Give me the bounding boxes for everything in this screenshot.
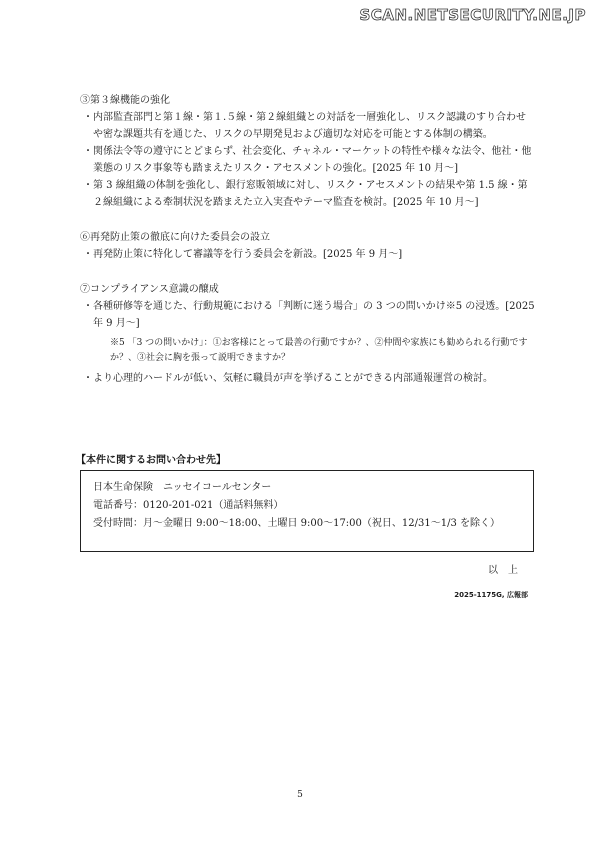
page-number: 5 — [297, 790, 303, 800]
footnote: ※5 「3 つの問いかけ」：①お客様にとって最善の行動ですか？、②仲間や家族にも勧められる行動ですか？、③社会に胸を張って説明できますか？ — [110, 338, 528, 363]
contact-line-name: 日本生命保険 ニッセイコールセンター — [93, 482, 272, 493]
section-committee — [80, 229, 535, 263]
section-title: ⑥再発防止策の徹底に向けた委員会の設立 — [80, 232, 270, 243]
list-item: ・ 関係法令等の遵守にとどまらず、社会変化、チャネル・マーケットの特性や様々な法令、他社・他業態のリスク事象等も踏まえたリスク・アセスメントの強化。[2025 年 10 月～] — [83, 146, 532, 174]
contact-line-phone: 電話番号：0120-201-021（通話料無料） — [93, 500, 284, 511]
section-title: ③第３線機能の強化 — [80, 95, 170, 106]
contact-heading: 【本件に関するお問い合わせ先】 — [76, 455, 226, 466]
list-item: ・ 各種研修等を通じた、行動規範における「判断に迷う場合」の 3 つの問いかけ※5 の浸透。[2025 年 9 月～] — [83, 301, 535, 329]
list-item: ・ 内部監査部門と第１線・第１.５線・第２線組織との対話を一層強化し、リスク認識のすり合わせや密な課題共有を通じた、リスクの早期発見および適切な対応を可能とする体制の構築。 — [83, 112, 526, 140]
section-compliance — [80, 281, 535, 387]
watermark-text: SCAN.NETSECURITY.NE.JP — [359, 6, 586, 24]
list-item: ・ 第 3 線組織の体制を強化し、銀行窓販領域に対し、リスク・アセスメントの結果や第 1.5 線・第２線組織による牽制状況を踏まえた立入実査やテーマ監査を検討。[2025 年 10 月～] — [83, 180, 528, 208]
section-third-line — [80, 92, 535, 211]
contact-line-hours: 受付時間：月～金曜日 9:00～18:00、土曜日 9:00～17:00（祝日、12/31～1/3 を除く） — [93, 518, 500, 529]
contact-box — [80, 470, 534, 552]
list-item: ・ より心理的ハードルが低い、気軽に職員が声を挙げることができる内部通報運営の検討。 — [83, 373, 493, 384]
section-title: ⑦コンプライアンス意識の醸成 — [80, 284, 219, 295]
closing-text: 以上 — [488, 565, 528, 576]
document-body — [80, 92, 535, 405]
list-item: ・ 再発防止策に特化して審議等を行う委員会を新設。[2025 年 9 月～] — [83, 249, 403, 260]
document-number: 2025-1175G, 広報部 — [454, 591, 528, 599]
